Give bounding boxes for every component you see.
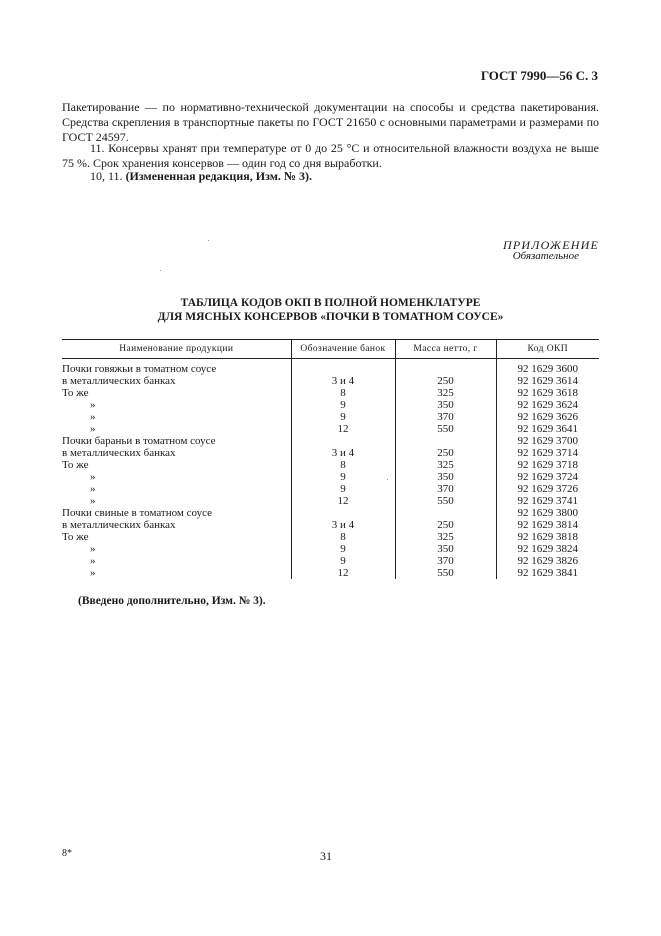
can-designation-cell: 12 bbox=[291, 495, 395, 507]
can-designation-cell: 3 и 4 bbox=[291, 375, 395, 387]
can-designation-cell: 8 bbox=[291, 531, 395, 543]
can-designation-cell: 12 bbox=[291, 423, 395, 435]
product-name-cell: Почки говяжьи в томатном соусе bbox=[62, 363, 217, 375]
net-mass-cell: 370 bbox=[395, 555, 496, 567]
product-name-cell: » bbox=[90, 411, 96, 423]
can-designation-cell bbox=[291, 507, 395, 519]
net-mass-cell: 550 bbox=[395, 495, 496, 507]
okp-code-cell: 92 1629 3714 bbox=[496, 447, 599, 459]
product-name-cell: Почки бараньи в томатном соусе bbox=[62, 435, 216, 447]
net-mass-cell: 250 bbox=[395, 375, 496, 387]
table-row bbox=[62, 495, 599, 507]
okp-code-cell: 92 1629 3741 bbox=[496, 495, 599, 507]
okp-code-cell: 92 1629 3641 bbox=[496, 423, 599, 435]
okp-codes-table bbox=[62, 339, 599, 579]
product-name-cell: » bbox=[90, 543, 96, 555]
can-designation-cell bbox=[291, 359, 395, 376]
table-title-line-2: ДЛЯ МЯСНЫХ КОНСЕРВОВ «ПОЧКИ В ТОМАТНОМ СОУСЕ» bbox=[157, 311, 504, 323]
table-row bbox=[62, 359, 599, 376]
product-name-cell: в металлических банках bbox=[62, 447, 176, 459]
net-mass-cell: 550 bbox=[395, 567, 496, 579]
okp-code-cell: 92 1629 3818 bbox=[496, 531, 599, 543]
can-designation-cell bbox=[291, 435, 395, 447]
net-mass-cell bbox=[395, 435, 496, 447]
product-name-cell: » bbox=[90, 423, 96, 435]
net-mass-cell: 325 bbox=[395, 387, 496, 399]
table-title bbox=[0, 296, 661, 324]
okp-code-cell: 92 1629 3814 bbox=[496, 519, 599, 531]
net-mass-cell: 325 bbox=[395, 459, 496, 471]
can-designation-cell: 9 bbox=[291, 543, 395, 555]
header-okp-code: Код ОКП bbox=[496, 340, 599, 359]
corner-mark: 8* bbox=[62, 848, 72, 859]
scan-speck bbox=[160, 270, 161, 271]
header-net-mass: Масса нетто, г bbox=[395, 340, 496, 359]
scan-speck bbox=[387, 479, 388, 480]
table-row bbox=[62, 399, 599, 411]
amendment-note: (Измененная редакция, Изм. № 3). bbox=[125, 169, 312, 183]
net-mass-cell: 250 bbox=[395, 519, 496, 531]
product-name-cell: в металлических банках bbox=[62, 519, 176, 531]
header-can-designation: Обозначение банок bbox=[291, 340, 395, 359]
can-designation-cell: 8 bbox=[291, 387, 395, 399]
product-name-cell: » bbox=[90, 471, 96, 483]
can-designation-cell: 9 bbox=[291, 471, 395, 483]
okp-code-cell: 92 1629 3826 bbox=[496, 555, 599, 567]
okp-code-cell: 92 1629 3841 bbox=[496, 567, 599, 579]
net-mass-cell: 350 bbox=[395, 399, 496, 411]
table-row bbox=[62, 375, 599, 387]
table-row bbox=[62, 435, 599, 447]
table-header-row bbox=[62, 340, 599, 359]
footer-note: (Введено дополнительно, Изм. № 3). bbox=[78, 595, 266, 607]
page-header: ГОСТ 7990—56 С. 3 bbox=[480, 68, 598, 83]
table-row bbox=[62, 555, 599, 567]
page-number: 31 bbox=[320, 849, 332, 863]
can-designation-cell: 12 bbox=[291, 567, 395, 579]
paragraph-storage bbox=[62, 141, 599, 171]
amendment-prefix: 10, 11. bbox=[90, 169, 123, 183]
can-designation-cell: 9 bbox=[291, 399, 395, 411]
net-mass-cell: 550 bbox=[395, 423, 496, 435]
table-row bbox=[62, 411, 599, 423]
can-designation-cell: 3 и 4 bbox=[291, 519, 395, 531]
table-body bbox=[62, 359, 599, 580]
product-name-cell: » bbox=[90, 495, 96, 507]
okp-code-cell: 92 1629 3624 bbox=[496, 399, 599, 411]
scan-speck bbox=[208, 240, 209, 241]
table-row bbox=[62, 387, 599, 399]
table-row bbox=[62, 519, 599, 531]
product-name-cell: То же bbox=[62, 387, 89, 399]
can-designation-cell: 9 bbox=[291, 555, 395, 567]
storage-text: 11. Консервы хранят при температуре от 0 до 25 °С и относительной влажности воздуха не выше 75 %. Срок хранения консервов — один год со дня выработки. bbox=[62, 141, 599, 170]
can-designation-cell: 9 bbox=[291, 411, 395, 423]
table-row bbox=[62, 459, 599, 471]
can-designation-cell: 8 bbox=[291, 459, 395, 471]
net-mass-cell bbox=[395, 507, 496, 519]
table-row bbox=[62, 567, 599, 579]
net-mass-cell bbox=[395, 359, 496, 376]
okp-code-cell: 92 1629 3824 bbox=[496, 543, 599, 555]
product-name-cell: » bbox=[90, 399, 96, 411]
net-mass-cell: 325 bbox=[395, 531, 496, 543]
table-row bbox=[62, 531, 599, 543]
product-name-cell: » bbox=[90, 567, 96, 579]
okp-code-cell: 92 1629 3614 bbox=[496, 375, 599, 387]
okp-code-cell: 92 1629 3718 bbox=[496, 459, 599, 471]
paragraph-packaging: Пакетирование — по нормативно-технической документации на способы и средства пакетирования. Средства скрепления в транспортные пакеты по ГОСТ 21650 с основными параметрами и размерами по ГОСТ 24597. bbox=[62, 100, 599, 144]
product-name-cell: То же bbox=[62, 531, 89, 543]
net-mass-cell: 350 bbox=[395, 471, 496, 483]
table-row bbox=[62, 471, 599, 483]
table-row bbox=[62, 423, 599, 435]
okp-code-cell: 92 1629 3726 bbox=[496, 483, 599, 495]
header-product-name: Наименование продукции bbox=[62, 340, 291, 359]
okp-code-cell: 92 1629 3626 bbox=[496, 411, 599, 423]
product-name-cell: » bbox=[90, 483, 96, 495]
okp-code-cell: 92 1629 3724 bbox=[496, 471, 599, 483]
paragraph-amendment bbox=[62, 169, 599, 184]
net-mass-cell: 350 bbox=[395, 543, 496, 555]
okp-code-cell: 92 1629 3618 bbox=[496, 387, 599, 399]
net-mass-cell: 370 bbox=[395, 411, 496, 423]
product-name-cell: Почки свиные в томатном соусе bbox=[62, 507, 212, 519]
net-mass-cell: 250 bbox=[395, 447, 496, 459]
okp-code-cell: 92 1629 3600 bbox=[496, 359, 599, 376]
table-row bbox=[62, 447, 599, 459]
appendix-subtitle: Обязательное bbox=[512, 250, 579, 262]
table-row bbox=[62, 483, 599, 495]
table-row bbox=[62, 507, 599, 519]
okp-code-cell: 92 1629 3700 bbox=[496, 435, 599, 447]
product-name-cell: в металлических банках bbox=[62, 375, 176, 387]
net-mass-cell: 370 bbox=[395, 483, 496, 495]
product-name-cell: » bbox=[90, 555, 96, 567]
table-row bbox=[62, 543, 599, 555]
can-designation-cell: 9 bbox=[291, 483, 395, 495]
can-designation-cell: 3 и 4 bbox=[291, 447, 395, 459]
appendix-title: ПРИЛОЖЕНИЕ bbox=[503, 238, 599, 252]
table-title-line-1: ТАБЛИЦА КОДОВ ОКП В ПОЛНОЙ НОМЕНКЛАТУРЕ bbox=[180, 297, 481, 309]
product-name-cell: То же bbox=[62, 459, 89, 471]
okp-code-cell: 92 1629 3800 bbox=[496, 507, 599, 519]
